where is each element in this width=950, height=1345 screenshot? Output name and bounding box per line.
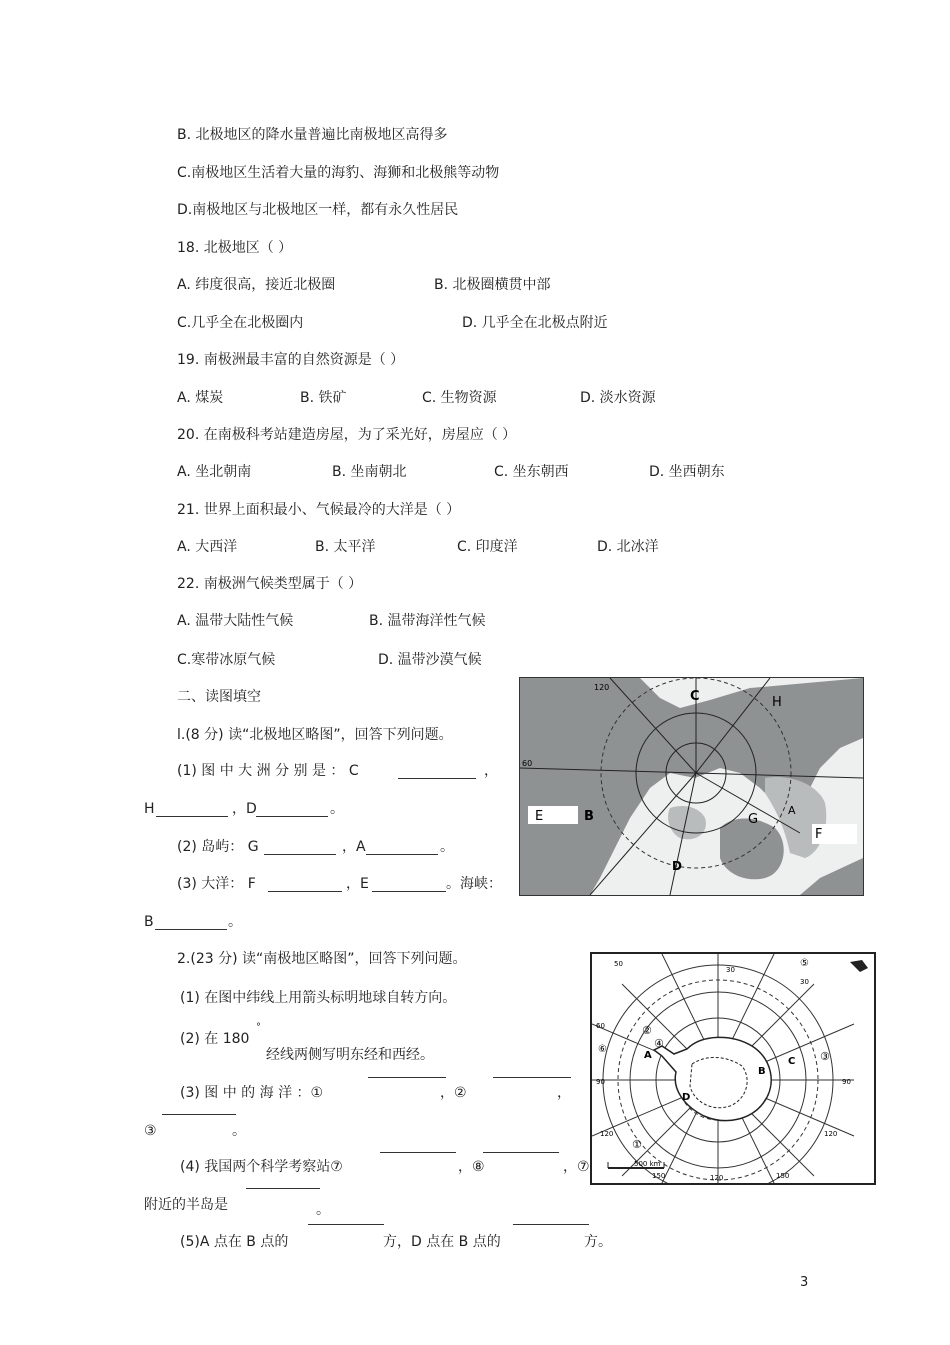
blank-station-7[interactable]	[380, 1152, 456, 1153]
blank-direction-d[interactable]	[513, 1224, 589, 1225]
part2-q3-end: 。	[232, 1123, 246, 1139]
part2-q3-d: ③	[144, 1123, 157, 1139]
blank-a[interactable]	[366, 854, 438, 855]
blank-ocean-3[interactable]	[162, 1114, 236, 1115]
blank-e[interactable]	[372, 891, 446, 892]
part1-q1-end: 。	[330, 801, 344, 817]
part2-q4-a: (4) 我国两个科学考察站⑦	[180, 1159, 343, 1175]
ant-ocean-5: ⑤	[800, 958, 809, 969]
blank-h[interactable]	[156, 816, 228, 817]
blank-f[interactable]	[268, 891, 342, 892]
ant-deg-50: 50	[614, 960, 623, 968]
q17-option-c: C.南极地区生活着大量的海豹、海狮和北极熊等动物	[177, 165, 500, 181]
ant-deg-120-bottom: 120	[710, 1174, 724, 1182]
q18-stem: 18. 北极地区（ ）	[177, 240, 293, 256]
q19-option-a: A. 煤炭	[177, 390, 224, 406]
part1-q2-end: 。	[440, 839, 454, 855]
blank-d[interactable]	[256, 816, 328, 817]
antarctic-map	[590, 952, 876, 1185]
blank-peninsula[interactable]	[246, 1188, 320, 1189]
q20-option-b: B. 坐南朝北	[332, 464, 407, 480]
part1-q1-h-label: H	[144, 801, 155, 817]
part1-q3-label: (3) 大洋： F	[177, 876, 256, 892]
ant-deg-30-right: 30	[800, 978, 809, 986]
arctic-label-e: E	[535, 809, 544, 824]
q18-option-c: C.几乎全在北极圈内	[177, 315, 304, 331]
q20-option-c: C. 坐东朝西	[494, 464, 569, 480]
q17-option-b: B. 北极地区的降水量普遍比南极地区高得多	[177, 127, 448, 143]
part2-q4-end: 。	[316, 1202, 330, 1218]
arctic-map	[519, 677, 864, 896]
ant-ocean-4: ④	[654, 1037, 664, 1050]
arctic-lon-60: 60	[522, 759, 533, 768]
q21-option-b: B. 太平洋	[315, 539, 376, 555]
q19-stem: 19. 南极洲最丰富的自然资源是（ ）	[177, 352, 405, 368]
arctic-label-f: F	[815, 827, 823, 842]
q22-option-c: C.寒带冰原气候	[177, 652, 276, 668]
page-number: 3	[800, 1275, 809, 1290]
ant-label-c: C	[788, 1056, 796, 1067]
arctic-label-g: G	[748, 812, 759, 827]
ant-label-b: B	[758, 1066, 766, 1077]
arctic-label-h: H	[772, 695, 782, 710]
ant-deg-90-left: 90	[596, 1078, 605, 1086]
part1-q2-a-label: ，A	[342, 839, 366, 855]
part1-q3-strait-label: 。海峡：	[446, 876, 502, 892]
q21-option-a: A. 大西洋	[177, 539, 238, 555]
blank-b[interactable]	[155, 929, 227, 930]
part1-q3-b-label: B	[144, 914, 154, 930]
q21-stem: 21. 世界上面积最小、气候最冷的大洋是（ ）	[177, 502, 461, 518]
part2-q4-d: 附近的半岛是	[144, 1197, 228, 1213]
part2-q4-c: ，⑦	[563, 1159, 590, 1175]
q22-stem: 22. 南极洲气候类型属于（ ）	[177, 576, 363, 592]
q22-option-a: A. 温带大陆性气候	[177, 613, 294, 629]
ant-deg-60: 60	[596, 1022, 605, 1030]
ant-deg-90-right: 90	[842, 1078, 851, 1086]
blank-ocean-1-top	[368, 1077, 446, 1078]
ant-scale: 500 km	[634, 1160, 661, 1168]
ant-deg-30-top: 30	[726, 966, 735, 974]
q18-option-b: B. 北极圈横贯中部	[434, 277, 551, 293]
ant-label-a: A	[644, 1050, 652, 1061]
ant-deg-120-right: 120	[824, 1130, 838, 1138]
part2-q2-b: 经线两侧写明东经和西经。	[266, 1047, 434, 1063]
arctic-lon-120: 120	[594, 683, 610, 692]
part2-stem: 2.(23 分) 读“南极地区略图”，回答下列问题。	[177, 951, 467, 967]
arctic-label-a: A	[788, 804, 796, 817]
part2-q5-c: 方。	[584, 1234, 612, 1250]
ant-label-d: D	[682, 1092, 691, 1103]
q20-option-a: A. 坐北朝南	[177, 464, 252, 480]
q20-stem: 20. 在南极科考站建造房屋，为了采光好，房屋应（ ）	[177, 427, 517, 443]
blank-c[interactable]	[398, 778, 476, 779]
blank-direction-a[interactable]	[308, 1224, 384, 1225]
part2-q5-a: (5)A 点在 B 点的	[180, 1234, 289, 1250]
part1-q1-comma: ，	[484, 763, 498, 779]
antarctic-map-graphic	[592, 954, 874, 1183]
arctic-label-d: D	[672, 859, 682, 873]
part2-q1: (1) 在图中纬线上用箭头标明地球自转方向。	[180, 990, 457, 1006]
part2-q3-b: ，②	[440, 1085, 467, 1101]
part2-q5-b: 方，D 点在 B 点的	[383, 1234, 501, 1250]
q22-option-b: B. 温带海洋性气候	[369, 613, 486, 629]
q18-option-a: A. 纬度很高，接近北极圈	[177, 277, 336, 293]
q19-option-b: B. 铁矿	[300, 390, 347, 406]
blank-ocean-2-top	[493, 1077, 571, 1078]
arctic-map-graphic	[520, 678, 863, 895]
part2-q3-a: (3) 图 中 的 海 洋 ：①	[180, 1085, 324, 1101]
ant-ocean-6: ⑥	[598, 1044, 607, 1055]
arctic-label-c: C	[690, 689, 700, 704]
ant-ocean-2: ②	[642, 1024, 652, 1037]
part1-q2-label: (2) 岛屿： G	[177, 839, 259, 855]
arctic-label-b: B	[584, 809, 594, 824]
part1-q3-end: 。	[228, 914, 242, 930]
q19-option-d: D. 淡水资源	[580, 390, 656, 406]
part1-q1-label: (1) 图 中 大 洲 分 别 是 ： C	[177, 763, 359, 779]
ant-deg-150-right: 150	[776, 1172, 790, 1180]
part1-q3-e-label: ，E	[346, 876, 369, 892]
blank-station-8[interactable]	[483, 1152, 559, 1153]
part2-q2-a: (2) 在 180	[180, 1031, 250, 1047]
ant-deg-120-left: 120	[600, 1130, 614, 1138]
ant-deg-150-left: 150	[652, 1172, 666, 1180]
blank-g[interactable]	[264, 854, 336, 855]
ant-ocean-1: ①	[632, 1138, 642, 1151]
part1-stem: l.(8 分) 读“北极地区略图”，回答下列问题。	[177, 727, 453, 743]
q17-option-d: D.南极地区与北极地区一样，都有永久性居民	[177, 202, 459, 218]
section-2-heading: 二、读图填空	[177, 689, 261, 705]
q19-option-c: C. 生物资源	[422, 390, 497, 406]
part2-q4-b: ，⑧	[458, 1159, 485, 1175]
q21-option-c: C. 印度洋	[457, 539, 518, 555]
q21-option-d: D. 北冰洋	[597, 539, 659, 555]
q18-option-d: D. 几乎全在北极点附近	[462, 315, 608, 331]
degree-mark: °	[256, 1022, 261, 1033]
q22-option-d: D. 温带沙漠气候	[378, 652, 482, 668]
ant-ocean-3: ③	[820, 1050, 830, 1063]
part1-q1-d-label: ，D	[232, 801, 257, 817]
q20-option-d: D. 坐西朝东	[649, 464, 725, 480]
part2-q3-c: ，	[557, 1085, 571, 1101]
